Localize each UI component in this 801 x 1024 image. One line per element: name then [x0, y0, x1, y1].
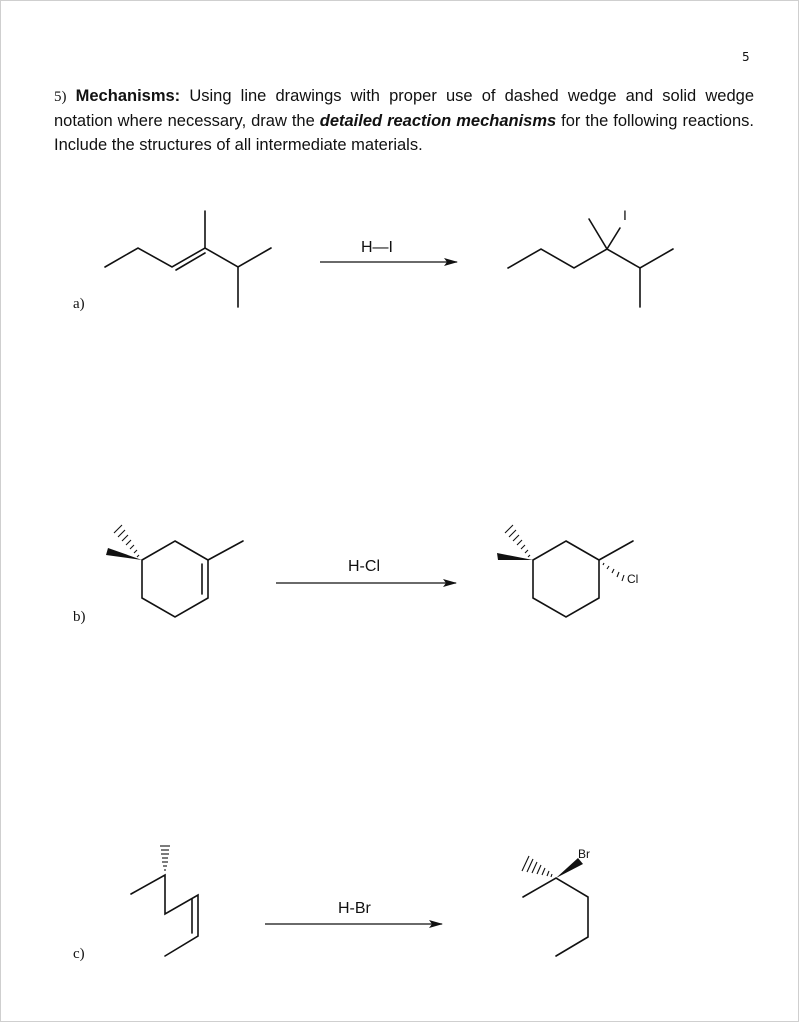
product-c-bromine: Br	[578, 847, 590, 861]
reaction-c-reactant	[131, 875, 198, 956]
reaction-b-product	[533, 541, 633, 617]
reaction-a-product	[508, 219, 673, 307]
part-label-b: b)	[73, 609, 86, 625]
dash-wedge-b-product	[505, 525, 530, 557]
reagent-c: H-Br	[338, 900, 371, 917]
reaction-c-product	[523, 878, 588, 956]
wedge-bond-b-product	[497, 553, 533, 560]
reagent-b: H-Cl	[348, 558, 380, 575]
part-label-c: c)	[73, 946, 85, 962]
question-instructions-1: Using line drawings with proper use of dashed wedge and solid wedge notation where necessary, draw the	[54, 87, 754, 130]
reagent-a: H—I	[361, 239, 393, 256]
product-b-chlorine: Cl	[627, 572, 639, 586]
question-label: Mechanisms:	[75, 87, 181, 105]
reaction-b-reactant	[142, 541, 243, 617]
question-number: 5)	[54, 89, 67, 105]
reaction-a-reactant	[105, 211, 271, 307]
part-label-a: a)	[73, 296, 85, 312]
dash-wedge-c-reactant	[160, 846, 170, 870]
product-a-iodine: I	[623, 207, 627, 223]
question-instructions-2: for the following reactions. Include the structures of all intermediate materials.	[54, 112, 754, 154]
question-emphasis: detailed reaction mechanisms	[319, 112, 557, 130]
wedge-bond-c-product	[556, 858, 583, 878]
dash-wedge-c-product	[522, 856, 552, 877]
page-number: 5	[742, 50, 750, 64]
dash-wedge-b-chloro	[603, 563, 624, 581]
